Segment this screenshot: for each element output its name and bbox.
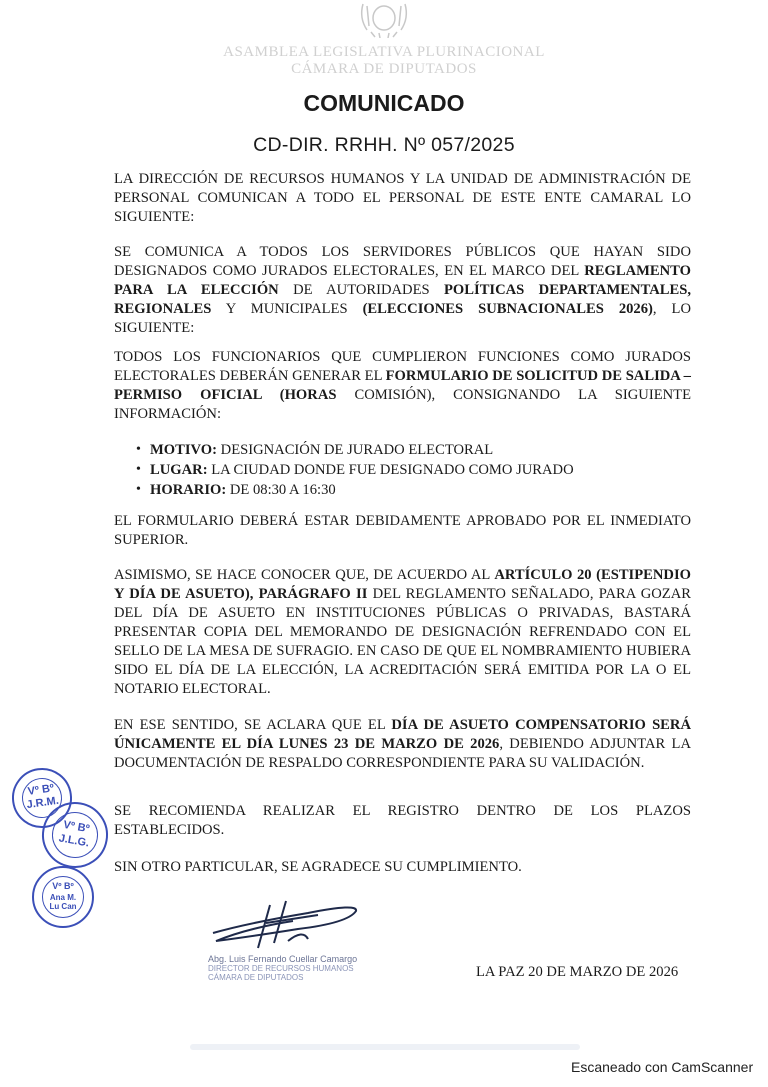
date-line: LA PAZ 20 DE MARZO DE 2026 [476,964,679,980]
bold-text: REGLAMENTO PARA LA ELECCIÓN [114,263,691,298]
bold-text: (ELECCIONES SUBNACIONALES 2026) [362,301,653,317]
list-item-value: LA CIUDAD DONDE FUE DESIGNADO COMO JURADO [207,462,574,478]
stamp-initials: J.R.M. [25,794,60,812]
text: DE AUTORIDADES [278,282,445,298]
list-item-horario [136,480,574,500]
bold-text: DÍA DE ASUETO COMPENSATORIO SERÁ ÚNICAMENTE EL DÍA LUNES 23 DE MARZO DE 2026 [114,717,691,752]
paragraph-designation [114,243,691,338]
text: DEL REGLAMENTO SEÑALADO, PARA GOZAR DEL DÍA DE ASUETO EN INSTITUCIONES PÚBLICAS O PRIVADAS, BASTARÁ PRESENTAR COPIA DEL MEMORANDO DE DESIGNACIÓN REFRENDADO CON EL SELLO DE LA MESA DE SUFRAGIO. EN CASO DE QUE EL NOMBRAMIENTO HUBIERA SIDO EL DÍA DE LA ELECCIÓN, LA ACREDITACIÓN SERÁ EMITIDA POR LA O EL NOTARIO ELECTORAL. [114,586,691,697]
stamp-text: Vº Bº [26,782,55,798]
text: , DEBIENDO ADJUNTAR LA DOCUMENTACIÓN DE RESPALDO CORRESPONDIENTE PARA SU VALIDACIÓN. [114,736,691,771]
signer-block [208,955,378,982]
stamp-initials: J.L.G. [57,832,91,850]
paragraph-article-20 [114,566,691,699]
stamp-text: Vº Bº [62,818,91,836]
list-item-value: DESIGNACIÓN DE JURADO ELECTORAL [217,442,494,458]
personnel-control-stamp [32,866,94,928]
list-item-motivo [136,440,574,460]
signer-name: Abg. Luis Fernando Cuellar Camargo [208,954,358,964]
signer-entity: CÁMARA DE DIPUTADOS [208,973,304,982]
info-list [136,440,574,500]
list-item-label: LUGAR: [150,462,208,478]
text: Y MUNICIPALES [211,301,363,317]
document-code: CD-DIR. RRHH. Nº 057/2025 [253,134,515,156]
text: SE COMUNICA A TODOS LOS SERVIDORES PÚBLICOS QUE HAYAN SIDO DESIGNADOS COMO JURADOS ELECTORALES, EN EL MARCO DEL [114,244,691,279]
coat-of-arms-icon [353,0,415,38]
faint-footer-line [190,1044,580,1050]
institution-line-2: CÁMARA DE DIPUTADOS [291,61,477,77]
text: , LO SIGUIENTE: [114,301,691,336]
scanner-watermark: Escaneado con CamScanner [571,1059,754,1075]
bold-text: FORMULARIO DE SOLICITUD DE SALIDA – PERMISO OFICIAL (HORAS [114,368,691,403]
list-item-label: HORARIO: [150,482,227,498]
paragraph-approval: EL FORMULARIO DEBERÁ ESTAR DEBIDAMENTE APROBADO POR EL INMEDIATO SUPERIOR. [114,513,691,548]
paragraph-compensatory-day [114,716,691,773]
paragraph-closing: SIN OTRO PARTICULAR, SE AGRADECE SU CUMPLIMIENTO. [114,859,522,875]
bold-text: ARTÍCULO 20 (ESTIPENDIO Y DÍA DE ASUETO), PARÁGRAFO II [114,567,691,602]
paragraph-form-requirement [114,348,691,424]
list-item-value: DE 08:30 A 16:30 [226,482,336,498]
text: TODOS LOS FUNCIONARIOS QUE CUMPLIERON FUNCIONES COMO JURADOS ELECTORALES DEBERÁN GENERAR EL [114,349,691,384]
text: COMISIÓN), CONSIGNANDO LA SIGUIENTE INFORMACIÓN: [114,387,691,422]
text: ASIMISMO, SE HACE CONOCER QUE, DE ACUERDO AL [114,567,495,583]
stamp-text: Vº Bº [52,881,74,891]
list-item-lugar [136,460,574,480]
bold-text: POLÍTICAS DEPARTAMENTALES, REGIONALES [114,282,692,317]
signer-role: DIRECTOR DE RECURSOS HUMANOS [208,964,354,973]
stamp-initials: Ana M. Lu Can [49,893,77,911]
paragraph-intro: LA DIRECCIÓN DE RECURSOS HUMANOS Y LA UNIDAD DE ADMINISTRACIÓN DE PERSONAL COMUNICAN A TODO EL PERSONAL DE ESTE ENTE CAMARAL LO SIGUIENTE: [114,171,691,225]
institution-line-1: ASAMBLEA LEGISLATIVA PLURINACIONAL [223,44,545,60]
signature-icon [208,893,368,953]
document-title: COMUNICADO [303,90,465,116]
list-item-label: MOTIVO: [150,442,217,458]
text: EN ESE SENTIDO, SE ACLARA QUE EL [114,717,392,733]
letterhead [0,0,768,80]
paragraph-recommendation: SE RECOMIENDA REALIZAR EL REGISTRO DENTRO DE LOS PLAZOS ESTABLECIDOS. [114,803,691,838]
